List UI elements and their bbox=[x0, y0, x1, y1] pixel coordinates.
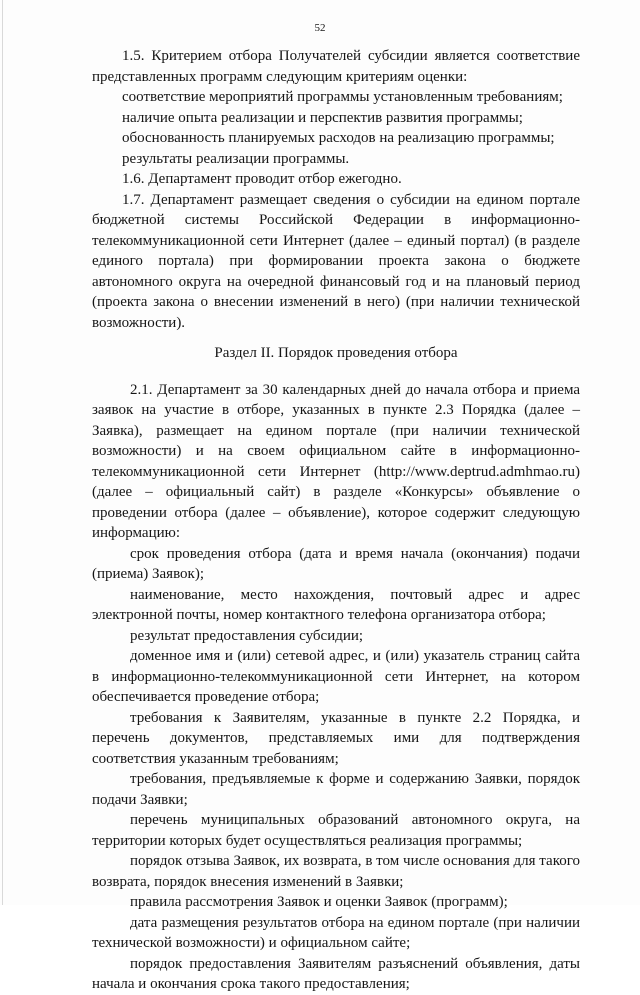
document-body bbox=[92, 46, 580, 995]
list-item: доменное имя и (или) сетевой адрес, и (или) указатель страниц сайта в информационно-телекоммуникационной сети Интернет, на котором обеспечивается проведение отбора; bbox=[92, 648, 580, 705]
list-item: срок проведения отбора (дата и время начала (окончания) подачи (приема) Заявок); bbox=[92, 545, 580, 582]
criterion-item: результаты реализации программы. bbox=[122, 150, 350, 167]
paragraph-1-6: 1.6. Департамент проводит отбор ежегодно. bbox=[122, 171, 402, 187]
list-item: порядок предоставления Заявителям разъяснений объявления, даты начала и окончания срока такого предоставления; bbox=[92, 955, 580, 992]
list-item: перечень муниципальных образований автономного округа, на территории которых будет осуществляться реализация программы; bbox=[92, 812, 580, 849]
paragraph-1-5: 1.5. Критерием отбора Получателей субсидии является соответствие представленных программ следующим критериям оценки: bbox=[92, 48, 580, 85]
list-item: порядок отзыва Заявок, их возврата, в том числе основания для такого возврата, порядок внесения изменений в Заявки; bbox=[92, 853, 580, 890]
list-item: правила рассмотрения Заявок и оценки Заявок (программ); bbox=[130, 894, 508, 910]
criterion-item: наличие опыта реализации и перспектив развития программы; bbox=[122, 109, 523, 126]
criterion-item: обоснованность планируемых расходов на реализацию программы; bbox=[122, 130, 555, 146]
list-item: наименование, место нахождения, почтовый адрес и адрес электронной почты, номер контактного телефона организатора отбора; bbox=[92, 586, 580, 623]
paragraph-1-7: 1.7. Департамент размещает сведения о субсидии на едином портале бюджетной системы Российской Федерации в информационно-телекоммуникационной сети Интернет (далее – единый портал) (в разделе единого портала) при формировании проекта закона о бюджете автономного округа на очередной финансовый год и на плановый период (проекта закона о внесении изменений в него) (при наличии технической возможности). bbox=[92, 191, 580, 331]
list-item: требования к Заявителям, указанные в пункте 2.2 Порядка, и перечень документов, представляемых ими для подтверждения соответствия указанным требованиям; bbox=[92, 709, 580, 767]
paragraph-2-1: 2.1. Департамент за 30 календарных дней до начала отбора и приема заявок на участие в отборе, указанных в пункте 2.3 Порядка (далее – Заявка), размещает на едином портале (при наличии технической возможности) и на своем официальном сайте в информационно-телекоммуникационной сети Интернет (http://www.deptrud.admhmao.ru) (далее – официальный сайт) в разделе «Конкурсы» объявление о проведении отбора (далее – объявление), которое содержит следующую информацию: bbox=[92, 381, 580, 541]
list-item: дата размещения результатов отбора на едином портале (при наличии технической возможности) и официальном сайте; bbox=[92, 914, 580, 951]
section-heading: Раздел II. Порядок проведения отбора bbox=[214, 345, 458, 361]
list-item: результат предоставления субсидии; bbox=[130, 627, 364, 644]
criterion-item: соответствие мероприятий программы установленным требованиям; bbox=[122, 89, 563, 105]
page-number: 52 bbox=[314, 22, 326, 34]
scan-edge-line bbox=[2, 0, 3, 905]
list-item: требования, предъявляемые к форме и содержанию Заявки, порядок подачи Заявки; bbox=[92, 771, 580, 808]
